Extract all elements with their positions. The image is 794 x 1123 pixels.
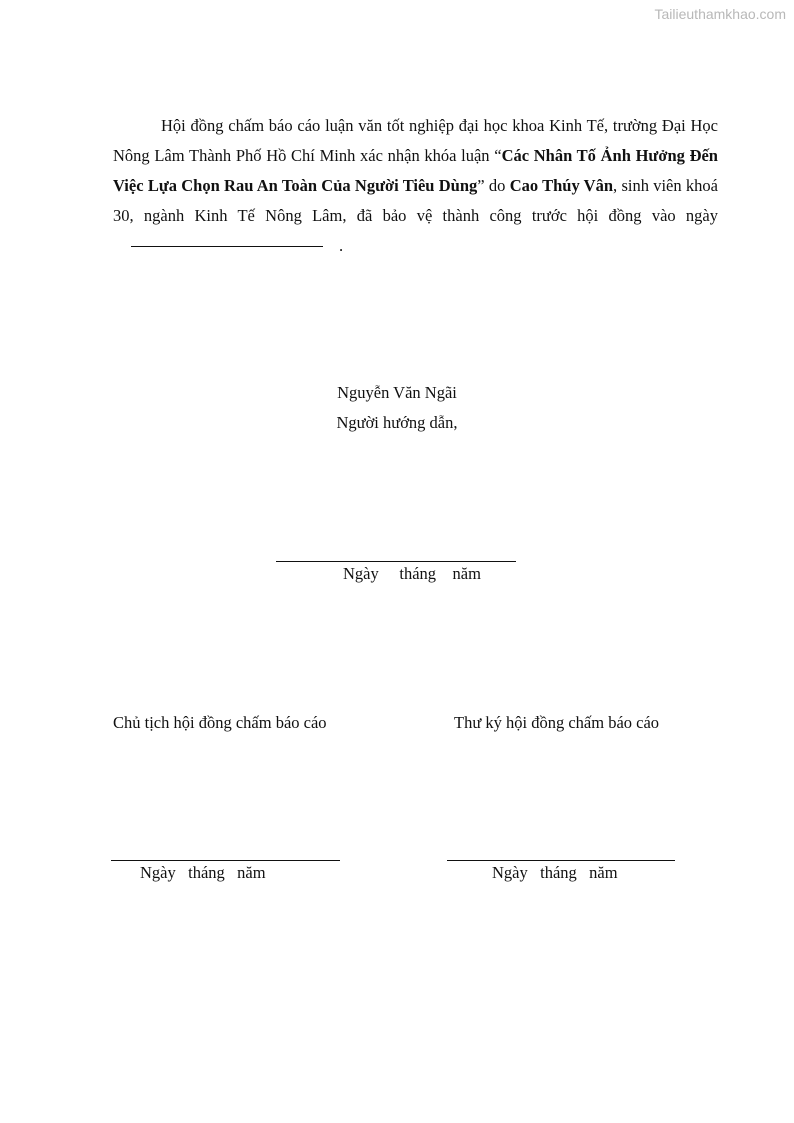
- date-blank-line: [131, 245, 323, 247]
- advisor-name: Nguyễn Văn Ngãi: [337, 383, 457, 402]
- chair-label: Chủ tịch hội đồng chấm báo cáo: [113, 713, 327, 732]
- paragraph-text-1: Hội đồng chấm báo cáo luận văn tốt nghiệp đại học khoa Kinh Tế, trường Đại Học Nông Lâm Thành Phố Hồ Chí Minh xác nhận khóa luận “: [113, 116, 718, 165]
- paragraph-text-2: ” do: [477, 176, 510, 195]
- secretary-label: Thư ký hội đồng chấm báo cáo: [454, 713, 660, 732]
- chair-date: Ngày tháng năm: [140, 863, 266, 882]
- advisor-signature-line: [276, 561, 516, 562]
- chair-signature-line: [111, 860, 340, 861]
- paragraph-text-3: , sinh viên khoá 30, ngành Kinh Tế Nông Lâm, đã bảo vệ thành công trước hội đồng vào ngày: [113, 176, 718, 225]
- confirmation-paragraph: [113, 111, 718, 261]
- paragraph-end: .: [339, 236, 344, 255]
- watermark-text: Tailieuthamkhao.com: [654, 6, 786, 22]
- advisor-date: Ngày tháng năm: [343, 564, 481, 583]
- thesis-title: Các Nhân Tố Ảnh Hưởng Đến Việc Lựa Chọn Rau An Toàn Của Người Tiêu Dùng: [113, 146, 718, 195]
- secretary-date: Ngày tháng năm: [492, 863, 618, 882]
- author-name: Cao Thúy Vân: [509, 176, 614, 195]
- secretary-signature-line: [447, 860, 675, 861]
- advisor-role: Người hướng dẫn,: [336, 413, 458, 432]
